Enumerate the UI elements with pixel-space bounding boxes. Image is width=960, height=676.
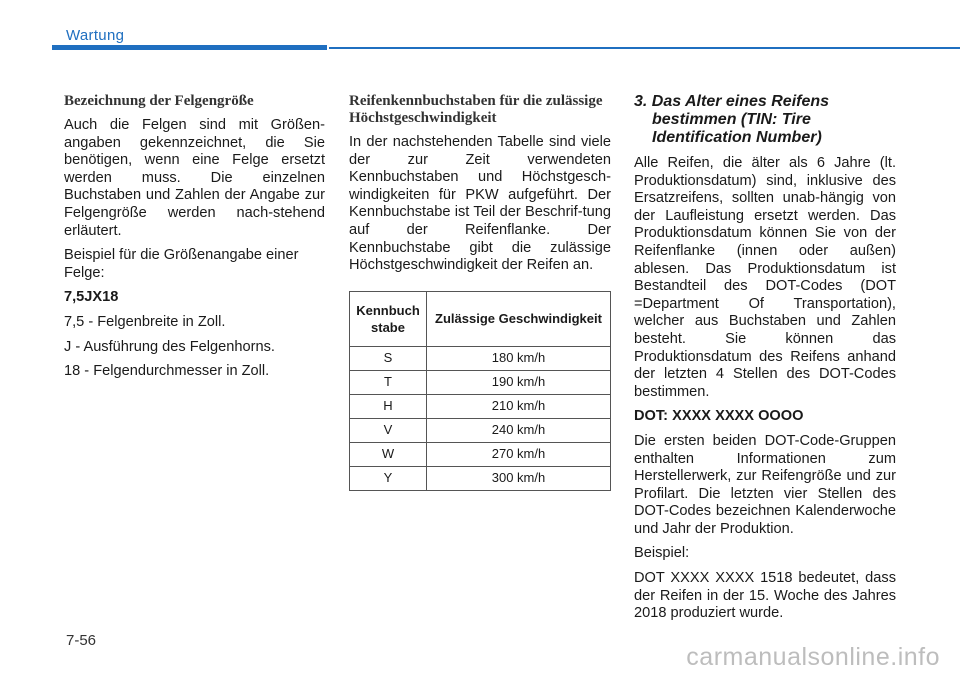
watermark: carmanualsonline.info (686, 643, 940, 671)
row-letter: W (350, 442, 427, 466)
rim-flange-item: J - Ausführung des Felgenhorns. (64, 338, 275, 355)
section-title: Wartung (66, 27, 125, 44)
column-speed-rating (349, 93, 611, 491)
rim-size-intro: Auch die Felgen sind mit Größen-angaben gekennzeichnet, die Sie benötigen, wenn eine Felge ersetzt werden muss. Die einzelnen Buchstaben und Zahlen der Angabe zur Felgengröße werden nach-stehend erläutert. (64, 117, 325, 239)
dot-code-explanation: Die ersten beiden DOT-Code-Gruppen enthalten Informationen zum Herstellerwerk, zur Reifengröße und zur Profilart. Die letzten vier Stellen des DOT-Codes bezeichnen Kalenderwoche und Jahr der Produktion. (634, 432, 896, 537)
table-row (350, 442, 611, 466)
row-letter: H (350, 394, 427, 418)
row-speed: 210 km/h (427, 394, 611, 418)
header-bar-thick (52, 45, 327, 50)
table-row (350, 394, 611, 418)
speed-rating-table (349, 291, 611, 491)
row-speed: 270 km/h (427, 442, 611, 466)
dot-example-label: Beispiel: (634, 545, 690, 562)
header-letter: Kennbuch stabe (350, 291, 427, 346)
page-number: 7-56 (66, 632, 97, 649)
row-letter: S (350, 346, 427, 370)
rim-diameter-item: 18 - Felgendurchmesser in Zoll. (64, 363, 270, 380)
speed-rating-intro: In der nachstehenden Tabelle sind viele der zur Zeit verwendeten Kennbuchstaben und Höchstgesch-windigkeiten für PKW aufgeführt. Der Kennbuchstabe ist Teil der Beschrif-tung auf der Reifenflanke. Der Kennbuchstabe gibt die zulässige Höchstgeschwindigkeit der Reifen an. (349, 134, 611, 274)
rim-size-heading: Bezeichnung der Felgengröße (64, 93, 254, 109)
row-letter: T (350, 370, 427, 394)
tire-age-heading: 3. Das Alter eines Reifens bestimmen (TIN: Tire Identification Number) (634, 93, 830, 146)
row-speed: 300 km/h (427, 466, 611, 490)
table-row (350, 418, 611, 442)
table-row (350, 466, 611, 490)
row-speed: 190 km/h (427, 370, 611, 394)
dot-code-format: DOT: XXXX XXXX OOOO (634, 408, 804, 425)
tire-age-intro: Alle Reifen, die älter als 6 Jahre (lt. Produktionsdatum) sind, inklusive des Ersatzreifens, sollten unab-hängig von der Laufleistung ersetzt werden. Das Produktionsdatum können Sie von der Reifenflanke (innen oder außen) ablesen. Das Produktionsdatum ist Bestandteil des DOT-Codes (DOT =Department Of Transportation), welcher aus Buchstaben und Zahlen besteht. Sie können das Produktionsdatum des Reifens anhand der letzten 4 Stellen des DOT-Codes bestimmen. (634, 155, 896, 400)
column-rim-size (64, 93, 325, 388)
row-speed: 240 km/h (427, 418, 611, 442)
table-header-row (350, 291, 611, 346)
dot-example-text: DOT XXXX XXXX 1518 bedeutet, dass der Reifen in der 15. Woche des Jahres 2018 produziert wurde. (634, 570, 896, 622)
rim-size-example-code: 7,5JX18 (64, 289, 119, 306)
row-speed: 180 km/h (427, 346, 611, 370)
speed-rating-heading: Reifenkennbuchstaben für die zulässige Höchstgeschwindigkeit (349, 93, 603, 126)
rim-size-example-label: Beispiel für die Größenangabe einer Felge: (64, 247, 299, 281)
rim-width-item: 7,5 - Felgenbreite in Zoll. (64, 313, 226, 330)
table-row (350, 346, 611, 370)
column-tire-age (634, 93, 896, 630)
header-speed: Zulässige Geschwindigkeit (427, 291, 611, 346)
table-row (350, 370, 611, 394)
header-bar-thin (329, 47, 960, 49)
row-letter: Y (350, 466, 427, 490)
row-letter: V (350, 418, 427, 442)
